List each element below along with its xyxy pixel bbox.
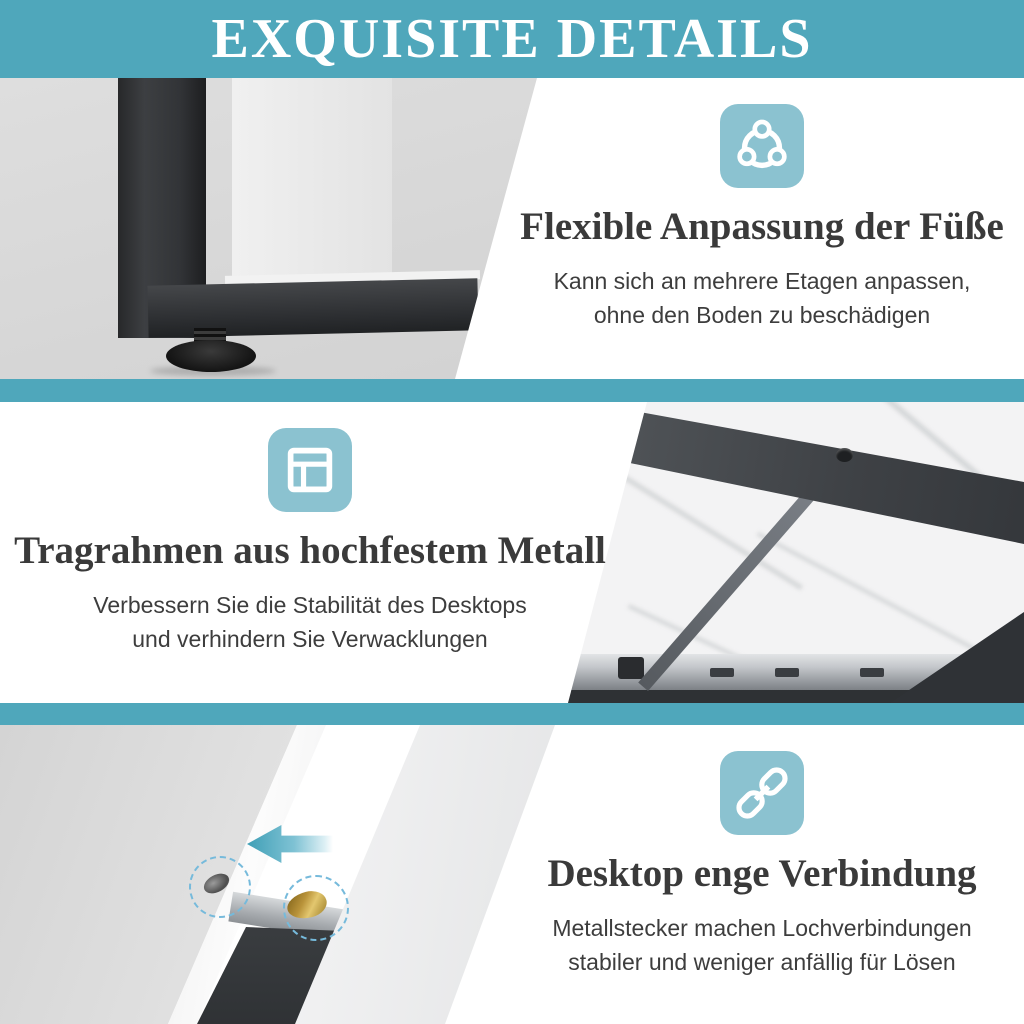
banner-title: EXQUISITE DETAILS — [211, 8, 813, 70]
feature-heading: Tragrahmen aus hochfestem Metall — [14, 529, 606, 572]
feature-tight-connection — [500, 725, 1024, 979]
chain-link-icon — [720, 751, 804, 835]
rail-bracket — [618, 657, 644, 679]
feature-body-line: und verhindern Sie Verwacklungen — [132, 626, 488, 652]
feature-body-line: Verbessern Sie die Stabilität des Desktops — [93, 592, 527, 618]
hub-nodes-glyph — [731, 115, 793, 177]
dashed-highlight-circle-pin — [283, 875, 349, 941]
feature-body-line: Metallstecker machen Lochverbindungen — [552, 915, 972, 941]
frame-layout-icon — [268, 428, 352, 512]
photo-table-leg-adjustable-foot — [0, 78, 560, 379]
feature-body — [0, 588, 620, 656]
header-banner — [0, 0, 1024, 78]
feature-body-line: stabiler und weniger anfällig für Lösen — [568, 949, 956, 975]
beam-screw-knob — [836, 448, 853, 462]
feature-body — [500, 264, 1024, 332]
feature-heading: Flexible Anpassung der Füße — [520, 205, 1004, 248]
photo-underframe-marble-top — [560, 402, 1024, 703]
rail-slot — [775, 668, 799, 677]
teal-separator-band — [0, 379, 1024, 402]
tabletop-side-panel-shape — [232, 78, 392, 291]
adjustable-foot-pad — [166, 340, 256, 372]
feature-body — [500, 911, 1024, 979]
feature-heading: Desktop enge Verbindung — [547, 852, 977, 895]
photo-desktop-connection — [0, 725, 560, 1024]
hub-nodes-icon — [720, 104, 804, 188]
feature-body-line: ohne den Boden zu beschädigen — [593, 302, 931, 328]
rail-slot — [710, 668, 734, 677]
teal-separator-band — [0, 703, 1024, 725]
rail-slot — [860, 668, 884, 677]
feature-body-line: Kann sich an mehrere Etagen anpassen, — [553, 268, 971, 294]
dashed-highlight-circle-hole — [189, 856, 251, 918]
chain-link-glyph — [731, 762, 793, 824]
feature-metal-frame — [0, 402, 620, 656]
frame-layout-glyph — [279, 439, 341, 501]
feature-flexible-feet — [500, 78, 1024, 332]
